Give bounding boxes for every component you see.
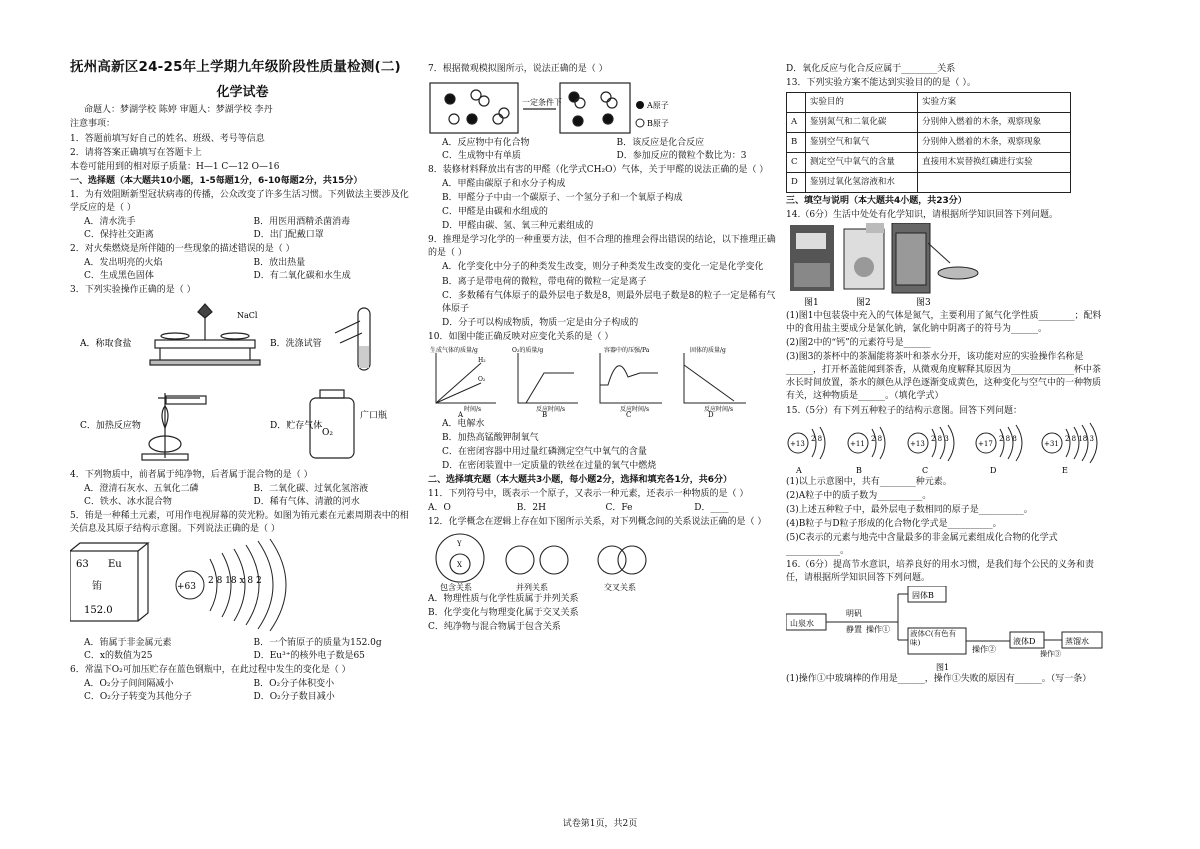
flow-liquid-c-wrap (910, 629, 966, 655)
atom-c-tag: C (922, 465, 929, 475)
q11-options (428, 502, 783, 515)
wide-mouth-label: 广口瓶 (360, 411, 388, 422)
shell-electrons: 2 8 18 x 8 2 (208, 576, 262, 587)
q4-options (70, 483, 415, 509)
q10-option-b: B．加热高锰酸钾制氧气 (442, 432, 539, 443)
q12-option-c: C．纯净物与混合物属于包含关系 (428, 622, 561, 633)
q2-options (70, 257, 415, 283)
atom-e-nucleus: +31 (1044, 439, 1059, 448)
q5-option-d: D．Eu³⁺的核外电子数是65 (253, 651, 365, 662)
venn-y: Y (457, 540, 462, 549)
flow-liquid-c: 液体C(有色有味) (910, 628, 957, 647)
table-head-plan: 实验方案 (918, 93, 1071, 113)
q4-option-a: A．澄清石灰水、五氧化二磷 (84, 484, 199, 495)
q11-option-b: B．2H (516, 503, 546, 514)
q12-figure (428, 530, 783, 592)
table-row (787, 173, 1071, 193)
q4-option-d: D．稀有气体、清澈的河水 (253, 497, 360, 508)
graph-b-ylabel: O₂的质量/g (512, 346, 544, 354)
reaction-condition: 一定条件下 (522, 98, 562, 108)
graph-a (436, 353, 496, 403)
q1-option-b: B．用医用酒精杀菌消毒 (253, 216, 351, 227)
q8-option-c: C．甲醛是由碳和水组成的 (442, 207, 548, 218)
element-mass: 152.0 (84, 605, 113, 617)
q3-figure (70, 298, 415, 468)
flow-alum: 明矾 (846, 608, 862, 618)
table-cell: 鉴别氮气和二氧化碳 (805, 113, 917, 133)
q15-figure (786, 419, 1106, 475)
q14-line-3: (3)图3的茶杯中的茶漏能将茶叶和茶水分开，该功能对应的实验操作名称是______，打开杯盖能闻到茶香，从微观角度解释其原因为______________杯中茶水长时间放置，茶水的颜色从浮色逐渐变成黄色，这种变化与空气中的一种物质有关，这种物质是______。（填化学式） (786, 352, 1102, 402)
q7-model-svg (428, 77, 778, 137)
q9-option-a: A．化学变化中分子的种类发生改变，则分子种类发生改变的变化一定是化学变化 (442, 262, 764, 273)
atom-a-nucleus: +13 (790, 439, 805, 448)
q5-options (70, 637, 415, 663)
atom-d-nucleus: +17 (978, 439, 993, 448)
section-2-title: 二、选择填充题（本大题共3小题，每小题2分，选择和填充各1分，共6分） (428, 474, 733, 485)
reactants-box (430, 83, 518, 133)
table-head-goal: 实验目的 (805, 93, 917, 113)
section-3-title: 三、填空与说明（本大题共4小题，共23分） (786, 196, 967, 207)
exam-title: 抚州高新区24-25年上学期九年级阶段性质量检测(二) (70, 59, 401, 75)
table-cell: A (787, 113, 806, 133)
graph-b-xlabel: 反应时间/s (536, 405, 566, 413)
q6-option-a: A．O₂分子间间隔减小 (84, 679, 174, 690)
element-name: 铕 (92, 581, 102, 593)
table-cell: 测定空气中氧气的含量 (805, 153, 917, 173)
flow-op3: 操作③ (1040, 649, 1061, 658)
q12-stem: 12．化学概念在逻辑上存在如下图所示关系，对下列概念间的关系说法正确的是（ ） (428, 517, 767, 528)
q4-option-b: B．二氧化碳、过氧化氢溶液 (253, 484, 369, 495)
q8-option-a: A．甲醛由碳原子和水分子构成 (442, 179, 566, 190)
q14-line-1: (1)图1中包装袋中充入的气体是氮气，主要利用了氮气化学性质________；配料中的食用盐主要成分是氯化钠，氯化钠中阴离子的符号为______。 (786, 311, 1102, 335)
table-cell: B (787, 133, 806, 153)
graph-b (518, 353, 578, 403)
q1-option-d: D．出门配戴口罩 (253, 229, 324, 240)
q10-graphs-svg (428, 345, 778, 417)
column-right (786, 62, 1106, 849)
table-cell: 鉴别空气和氧气 (805, 133, 917, 153)
q11-option-d: D．____ (694, 503, 729, 514)
section-1-title: 一、选择题（本大题共10小题，1-5每题1分，6-10每题2分，共15分） (70, 175, 363, 186)
q15-line-5: (5)C表示的元素与地壳中含量最多的非金属元素组成化合物的化学式____________。 (786, 532, 1058, 556)
atom-c-nucleus: +13 (910, 439, 925, 448)
q16-flowchart-svg (786, 586, 1106, 672)
q10-option-a: A．电解水 (442, 418, 485, 429)
q9-option-b: B．离子是带电荷的微粒，带电荷的微粒一定是离子 (442, 276, 647, 287)
tea-cup-icon (892, 223, 978, 293)
graph-d-xlabel: 反应时间/s (704, 405, 734, 413)
q2-option-b: B．放出热量 (253, 257, 306, 268)
q1-stem: 1．为有效阻断新型冠状病毒的传播，公众改变了许多生活习惯。下列做法主要涉及化学反应的是（ ） (70, 189, 409, 213)
q8-stem: 8．装修材料释放出有害的甲醛（化学式CH₂O）气体，关于甲醛的说法正确的是（ ） (428, 165, 769, 176)
fig3-label: 图3 (916, 298, 931, 309)
q5-option-a: A．铕属于非金属元素 (84, 638, 172, 649)
table-row (787, 153, 1071, 173)
q4-option-c: C．铁水、冰水混合物 (84, 497, 172, 508)
q3-option-b: B．洗涤试管 (270, 339, 322, 350)
exam-subject: 化学试卷 (216, 84, 269, 100)
q1-options (70, 216, 415, 242)
graph-c-xlabel: 反应时间/s (620, 405, 650, 413)
venn-label-parallel: 并列关系 (516, 583, 548, 593)
q14-figure (786, 223, 1106, 309)
q2-option-d: D．有二氧化碳和水生成 (253, 270, 351, 281)
graph-a-h2: H₂ (478, 356, 486, 364)
nucleus-label: +63 (177, 582, 196, 593)
q9-option-c: C．多数稀有气体原子的最外层电子数是8，则最外层电子数是8的粒子一定是稀有气体原子 (442, 290, 776, 314)
flow-op2: 操作② (972, 644, 996, 654)
q14-stem: 14.（6分）生活中处处有化学知识，请根据所学知识回答下列问题。 (786, 210, 1059, 221)
q11-option-c: C．Fe (605, 503, 633, 514)
nacl-label: NaCl (237, 311, 258, 321)
venn-label-cross: 交叉关系 (604, 583, 636, 593)
q15-atoms-svg (786, 419, 1106, 475)
atom-b-nucleus: +11 (850, 439, 865, 448)
graph-c-tag: C (626, 410, 632, 417)
q15-line-4: (4)B粒子与D粒子形成的化合物化学式是__________。 (786, 518, 1002, 529)
q10-stem: 10．如图中能正确反映对应变化关系的是（ ） (428, 331, 614, 342)
q15-line-1: (1)以上示意图中，共有________种元素。 (786, 476, 952, 487)
q7-option-a: A．反应物中有化合物 (442, 138, 530, 149)
q5-element-svg (70, 537, 410, 637)
notes-title: 注意事项： (70, 119, 116, 130)
graph-c-ylabel: 容器中的压强/Pa (604, 346, 650, 354)
atom-d-tag: D (990, 465, 997, 475)
atom-b-icon (636, 119, 644, 127)
note-2: 2．请将答案正确填写在答题卡上 (70, 147, 202, 158)
page-footer: 试卷第1页，共2页 (562, 819, 638, 829)
graph-a-ylabel: 生成气体的质量/g (430, 346, 478, 354)
q12-option-d: D．氧化反应与化合反应属于________关系 (786, 64, 956, 74)
atom-e-shells: 2 8 18 3 (1065, 434, 1094, 443)
q6-option-c: C．O₂分子转变为其他分子 (84, 692, 192, 703)
atom-d-shells: 2 8 8 (999, 434, 1017, 443)
flow-op1: 操作① (866, 624, 890, 634)
q8-option-d: D．甲醛由碳、氢、氧三种元素组成的 (442, 221, 594, 232)
q10-option-c: C．在密闭容器中用过量红磷测定空气中氧气的含量 (442, 446, 647, 457)
legend-b: B原子 (647, 119, 669, 129)
o2-label: O₂ (322, 428, 333, 439)
atom-a-shells: 2 8 (811, 434, 823, 443)
column-left (70, 58, 415, 849)
atomic-masses: 本卷可能用到的相对原子质量：H—1 C—12 O—16 (70, 161, 280, 172)
q5-option-b: B．一个铕原子的质量为152.0g (253, 638, 382, 649)
q2-stem: 2．对火柴燃烧是所伴随的一些现象的描述错误的是（ ） (70, 243, 295, 254)
q9-option-d: D．分子可以构成物质，物质一定是由分子构成的 (442, 317, 639, 328)
fig2-label: 图2 (856, 298, 871, 309)
graph-a-tag: A (458, 410, 464, 417)
atom-a-icon (636, 101, 644, 109)
q4-stem: 4．下列物质中，前者属于纯净物，后者属于混合物的是（ ） (70, 470, 313, 481)
q10-figure (428, 345, 783, 417)
flow-caption: 图1 (936, 662, 950, 672)
graph-d-ylabel: 固体的质量/g (690, 346, 726, 354)
q5-figure (70, 537, 415, 637)
flow-settle: 静置 (846, 624, 862, 634)
q15-line-3: (3)上述五种粒子中，最外层电子数相同的原子是__________。 (786, 504, 1033, 515)
flow-liquid-d: 液体D (1013, 636, 1036, 646)
q13-stem: 13．下列实验方案不能达到实验目的的是（ ）。 (786, 78, 976, 89)
element-number: 63 (76, 559, 89, 571)
q11-option-a: A．O (428, 503, 451, 514)
q16-stem: 16.（6分）提高节水意识，培养良好的用水习惯，是我们每个公民的义务和责任，请根据所学知识回答下列问题。 (786, 559, 1095, 583)
venn-icons (436, 534, 646, 582)
q12-option-a: A．物理性质与化学性质属于并列关系 (428, 594, 579, 605)
q16-figure (786, 586, 1106, 672)
q16-line-1: (1)操作①中玻璃棒的作用是______，操作①失败的原因有______。（写一条） (786, 673, 1092, 684)
q7-option-d: D．参加反应的微粒个数比为：3 (616, 151, 747, 162)
graph-a-o2: O₂ (478, 375, 486, 383)
fig1-label: 图1 (804, 298, 819, 309)
atom-e-tag: E (1062, 465, 1068, 475)
q7-figure (428, 77, 783, 137)
atom-c-shells: 2 8 3 (931, 434, 949, 443)
graph-a-xlabel: 时间/s (464, 405, 482, 413)
q15-stem: 15.（5分）有下列五种粒子的结构示意图。回答下列问题： (786, 405, 1023, 416)
q3-option-a: A．称取食盐 (80, 339, 132, 350)
q8-option-b: B．甲醛分子中由一个碳原子、一个氢分子和一个氧原子构成 (442, 193, 683, 204)
graph-b-tag: B (542, 410, 548, 417)
element-symbol: Eu (108, 559, 122, 571)
q11-stem: 11．下列符号中，既表示一个原子，又表示一种元素，还表示一种物质的是（ ） (428, 488, 749, 499)
table-cell: 鉴别过氧化氢溶液和水 (805, 173, 917, 193)
table-cell: D (787, 173, 806, 193)
table-cell (918, 173, 1071, 193)
column-middle (428, 62, 783, 849)
q3-stem: 3．下列实验操作正确的是（ ） (70, 285, 196, 296)
q15-line-2: (2)A粒子中的质子数为__________。 (786, 490, 932, 501)
q6-option-b: B．O₂分子体积变小 (253, 679, 335, 690)
graph-d (684, 353, 746, 403)
table-header (787, 93, 1071, 113)
q6-stem: 6．常温下O₂可加压贮存在蓝色钢瓶中，在此过程中发生的变化是（ ） (70, 665, 351, 676)
test-tube-icon (335, 308, 370, 370)
q5-option-c: C．x的数值为25 (84, 651, 153, 662)
q2-option-a: A．发出明亮的火焰 (84, 257, 163, 268)
q14-photos-svg (786, 223, 1106, 309)
snack-bag-icon (790, 225, 834, 291)
products-box (560, 83, 630, 133)
note-1: 1．答题前填写好自己的姓名、班级、考号等信息 (70, 133, 265, 144)
q12-venn-svg (428, 530, 778, 592)
venn-label-contain: 包含关系 (440, 583, 472, 593)
atom-b-tag: B (856, 465, 862, 475)
q5-stem: 5．铕是一种稀土元素，可用作电视屏幕的荧光粉。如图为铕元素在元素周期表中的相关信息及其原子结构示意图。下列说法正确的是（ ） (70, 511, 409, 535)
flow-start: 山泉水 (790, 618, 814, 628)
q7-option-b: B．该反应是化合反应 (616, 138, 705, 149)
burner-icon (142, 393, 206, 460)
q6-options (70, 678, 415, 704)
table-cell: 分别伸入燃着的木条，观察现象 (918, 133, 1071, 153)
q1-option-c: C．保持社交距离 (84, 229, 154, 240)
graph-c (600, 353, 662, 403)
q7-options (428, 137, 783, 163)
venn-x: X (457, 561, 462, 570)
table-head-blank (787, 93, 806, 113)
q9-stem: 9．推理是学习化学的一种重要方法，但不合理的推理会得出错误的结论，以下推理正确的是（ ） (428, 235, 776, 259)
q7-stem: 7．根据微观模拟图所示，说法正确的是（ ） (428, 64, 608, 74)
atom-a-tag: A (796, 465, 802, 475)
q3-option-c: C．加热反应物 (80, 421, 141, 432)
q6-option-d: D．O₂分子数目减小 (253, 692, 335, 703)
atom-b-shells: 2 8 (871, 434, 883, 443)
q3-option-d: D．贮存气体 (270, 421, 323, 432)
q14-line-2: (2)图2中的“钙”的元素符号是______ (786, 338, 931, 349)
exam-authors: 命题人：梦湖学校 陈婷 审题人：梦湖学校 李丹 (84, 105, 273, 116)
table-cell: 分别伸入燃着的木条，观察现象 (918, 113, 1071, 133)
legend-a: A原子 (647, 101, 669, 111)
q2-option-c: C．生成黑色固体 (84, 270, 154, 281)
calcium-milk-icon (844, 223, 884, 289)
flow-solid-b: 固体B (912, 590, 934, 600)
graph-d-tag: D (708, 410, 714, 417)
flow-end: 蒸馏水 (1065, 636, 1089, 646)
q7-option-c: C．生成物中有单质 (442, 151, 521, 162)
table-row (787, 113, 1071, 133)
q12-option-b: B．化学变化与物理变化属于交叉关系 (428, 608, 579, 619)
q13-table (786, 92, 1071, 193)
q3-apparatus-svg (70, 298, 410, 468)
q1-option-a: A．清水洗手 (84, 216, 136, 227)
table-cell: C (787, 153, 806, 173)
table-cell: 直接用木炭替换红磷进行实验 (918, 153, 1071, 173)
q10-option-d: D．在密闭装置中一定质量的铁丝在过量的氧气中燃烧 (442, 460, 657, 471)
table-row (787, 133, 1071, 153)
